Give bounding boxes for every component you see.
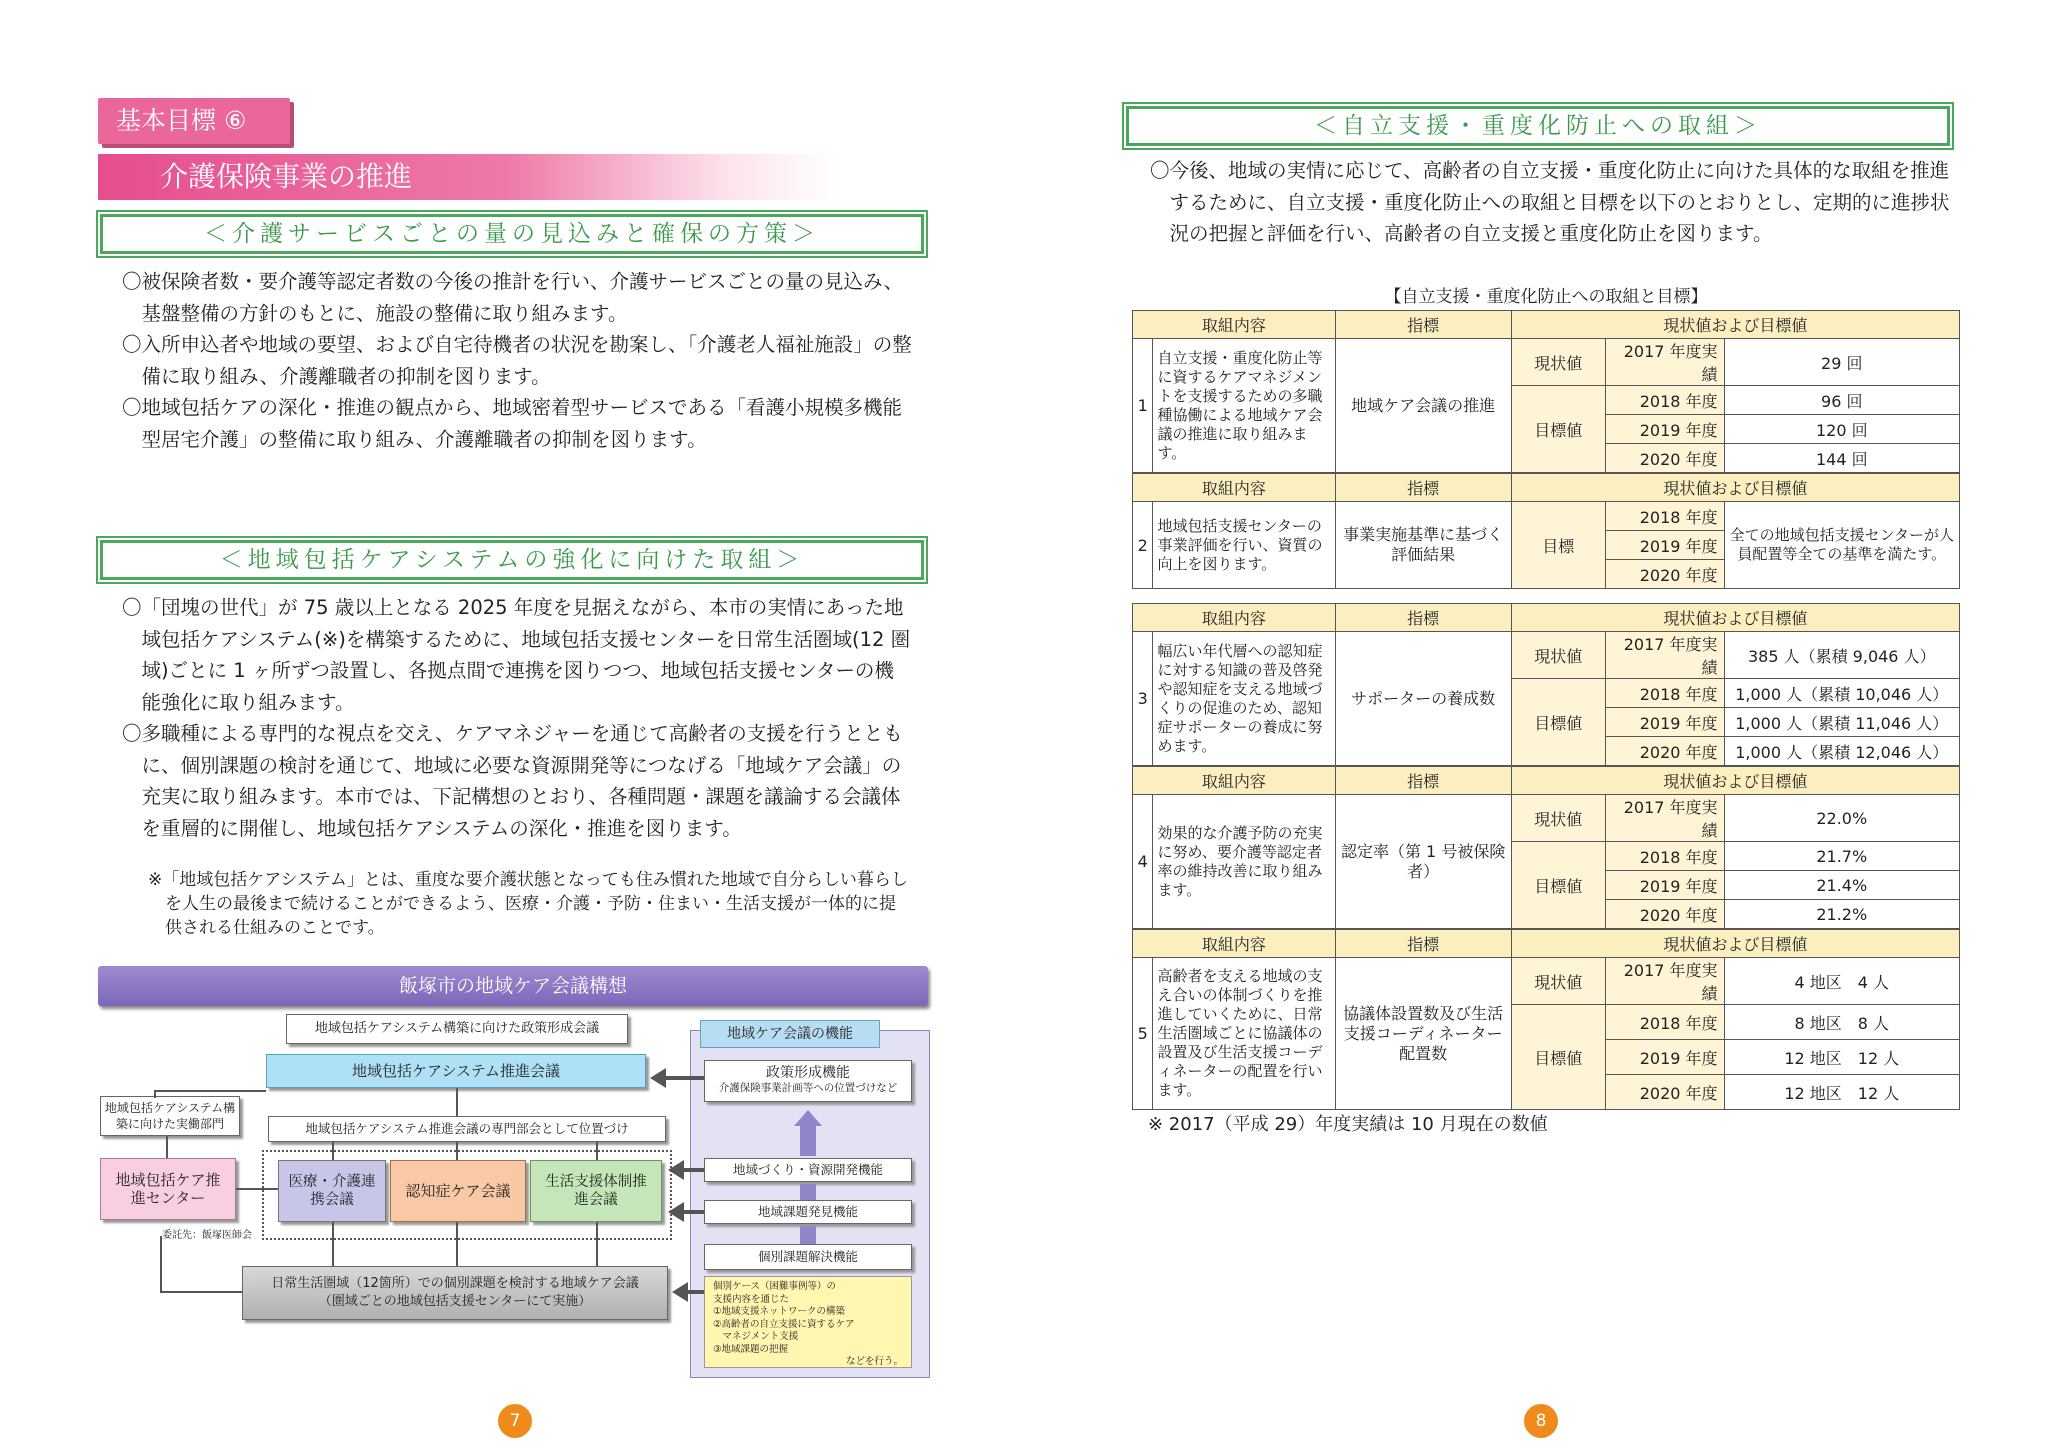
- content-cell: 地域包括支援センターの事業評価を行い、資質の向上を図ります。: [1153, 502, 1335, 589]
- value-cell: 21.7%: [1724, 842, 1959, 871]
- value-cell: 21.4%: [1724, 871, 1959, 900]
- year-cell: 2019 年度: [1605, 871, 1724, 900]
- problem-solving-function-box: 個別課題解決機能: [704, 1244, 912, 1270]
- header-content: 取組内容: [1133, 474, 1336, 502]
- policy-function-box: [704, 1060, 912, 1102]
- target-label: 目標値: [1511, 679, 1605, 766]
- goal-table-5: [1132, 929, 1960, 1110]
- case-line: 支援内容を通じた: [713, 1293, 790, 1305]
- subsection-title-independence: ＜自立支援・重度化防止への取組＞: [1126, 106, 1950, 146]
- header-values: 現状値および目標値: [1511, 311, 1959, 339]
- value-cell: 8 地区 8 人: [1724, 1005, 1959, 1040]
- paragraph: 〇被保険者数・要介護等認定者数の今後の推計を行い、介護サービスごとの量の見込み、基盤整備の方針のもとに、施設の整備に取り組みます。: [122, 270, 904, 325]
- header-indicator: 指標: [1335, 474, 1511, 502]
- left-arrow-icon: [672, 1282, 688, 1302]
- target-label: 目標: [1511, 502, 1605, 589]
- policy-meeting-box: 地域包括ケアシステム構築に向けた政策形成会議: [286, 1014, 628, 1044]
- left-arrow-line: [664, 1076, 704, 1080]
- row-number: 1: [1133, 339, 1153, 473]
- year-cell: 2018 年度: [1605, 679, 1724, 708]
- up-arrow-icon: [800, 1226, 816, 1244]
- value-cell: 4 地区 4 人: [1724, 958, 1959, 1005]
- year-cell: 2017 年度実績: [1605, 958, 1724, 1005]
- connector: [456, 1088, 458, 1116]
- subsection-title-care-system: ＜地域包括ケアシステムの強化に向けた取組＞: [100, 540, 924, 580]
- page-number-left: 7: [498, 1404, 532, 1438]
- year-cell: 2018 年度: [1605, 1005, 1724, 1040]
- case-line: マネジメント支援: [713, 1331, 799, 1342]
- value-cell: 1,000 人（累積 11,046 人）: [1724, 708, 1959, 737]
- left-arrow-icon: [668, 1160, 684, 1180]
- connector: [332, 1142, 334, 1160]
- header-indicator: 指標: [1335, 311, 1511, 339]
- content-cell: 効果的な介護予防の充実に努め、要介護等認定者率の維持改善に取り組みます。: [1153, 795, 1335, 929]
- header-content: 取組内容: [1133, 767, 1336, 795]
- paragraph: 〇今後、地域の実情に応じて、高齢者の自立支援・重度化防止に向けた具体的な取組を推進するために、自立支援・重度化防止への取組と目標を以下のとおりとし、定期的に進捗状況の把握と評価を行い、高齢者の自立支援と重度化防止を図ります。: [1150, 159, 1950, 245]
- target-label: 目標値: [1511, 842, 1605, 929]
- development-function-box: 地域づくり・資源開発機能: [704, 1158, 912, 1182]
- merged-value-cell: 全ての地域包括支援センターが人員配置等全ての基準を満たす。: [1724, 502, 1959, 589]
- goal-badge: 基本目標 ⑥: [98, 98, 290, 144]
- year-cell: 2019 年度: [1605, 708, 1724, 737]
- connector: [154, 1090, 266, 1092]
- header-indicator: 指標: [1335, 930, 1511, 958]
- working-dept-box: 地域包括ケアシステム構築に向けた実働部門: [100, 1096, 240, 1136]
- year-cell: 2018 年度: [1605, 842, 1724, 871]
- connector: [236, 1188, 278, 1190]
- paragraph: 〇地域包括ケアの深化・推進の観点から、地域密着型サービスである「看護小規模多機能型居宅介護」の整備に取り組み、介護離職者の抑制を図ります。: [122, 396, 903, 451]
- case-line: 個別ケース（困難事例等）の: [713, 1281, 837, 1292]
- indicator-cell: 事業実施基準に基づく評価結果: [1335, 502, 1511, 589]
- diagram-title: 飯塚市の地域ケア会議構想: [98, 966, 928, 1006]
- page-number-right: 8: [1524, 1404, 1558, 1438]
- year-cell: 2020 年度: [1605, 900, 1724, 929]
- year-cell: 2020 年度: [1605, 1075, 1724, 1110]
- value-cell: 120 回: [1724, 415, 1959, 444]
- table-caption: 【自立支援・重度化防止への取組と目標】: [1384, 287, 1708, 307]
- value-cell: 12 地区 12 人: [1724, 1075, 1959, 1110]
- value-cell: 29 回: [1724, 339, 1959, 386]
- goal-table-1: [1132, 310, 1960, 473]
- section-title: 介護保険事業の推進: [98, 154, 838, 200]
- year-cell: 2017 年度実績: [1605, 339, 1724, 386]
- life-support-meeting-box: 生活支援体制推進会議: [530, 1160, 662, 1222]
- header-values: 現状値および目標値: [1511, 930, 1959, 958]
- connector: [456, 1222, 458, 1266]
- care-system-paragraphs: [122, 592, 912, 844]
- goal-table-4: [1132, 766, 1960, 929]
- value-cell: 12 地区 12 人: [1724, 1040, 1959, 1075]
- header-indicator: 指標: [1335, 767, 1511, 795]
- case-line: ①地域支援ネットワークの構築: [713, 1306, 846, 1317]
- current-label: 現状値: [1511, 795, 1605, 842]
- left-arrow-icon: [668, 1202, 684, 1222]
- header-content: 取組内容: [1133, 311, 1336, 339]
- header-values: 現状値および目標値: [1511, 604, 1959, 632]
- table-footnote: ※ 2017（平成 29）年度実績は 10 月現在の数値: [1148, 1114, 1548, 1135]
- header-values: 現状値および目標値: [1511, 767, 1959, 795]
- current-label: 現状値: [1511, 958, 1605, 1005]
- value-cell: 385 人（累積 9,046 人）: [1724, 632, 1959, 679]
- up-arrow-shaft: [800, 1126, 816, 1156]
- up-arrow-icon: [800, 1184, 816, 1200]
- value-cell: 21.2%: [1724, 900, 1959, 929]
- row-number: 2: [1133, 502, 1153, 589]
- connector: [160, 1291, 242, 1293]
- goal-table-2: [1132, 473, 1960, 589]
- promotion-meeting-box: 地域包括ケアシステム推進会議: [266, 1054, 646, 1088]
- header-content: 取組内容: [1133, 604, 1336, 632]
- subsection-title-service: ＜介護サービスごとの量の見込みと確保の方策＞: [100, 214, 924, 254]
- year-cell: 2020 年度: [1605, 444, 1724, 473]
- connector: [456, 1142, 458, 1160]
- paragraph: 〇入所申込者や地域の要望、および自宅待機者の状況を勘案し、「介護老人福祉施設」の整備に取り組み、介護離職者の抑制を図ります。: [122, 333, 912, 388]
- left-arrow-line: [682, 1210, 704, 1214]
- consigned-label: 委託先：飯塚医師会: [162, 1230, 252, 1241]
- row-number: 5: [1133, 958, 1153, 1110]
- care-center-box: 地域包括ケア推進センター: [100, 1158, 236, 1220]
- daily-area-meeting-box: [242, 1266, 668, 1320]
- row-number: 4: [1133, 795, 1153, 929]
- header-content: 取組内容: [1133, 930, 1336, 958]
- paragraph: 〇多職種による専門的な視点を交え、ケアマネジャーを通じて高齢者の支援を行うとともに、個別課題の検討を通じて、地域に必要な資源開発等につなげる「地域ケア会議」の充実に取り組みます。本市では、下記構想のとおり、各種問題・課題を議論する会議体を重層的に開催し、地域包括ケアシステムの深化・推進を図ります。: [122, 722, 903, 840]
- indicator-cell: 認定率（第 1 号被保険者）: [1335, 795, 1511, 929]
- policy-function-sub: 介護保険事業計画等への位置づけなど: [718, 1082, 898, 1094]
- left-arrow-icon: [650, 1068, 666, 1088]
- current-label: 現状値: [1511, 339, 1605, 386]
- paragraph: 〇「団塊の世代」が 75 歳以上となる 2025 年度を見据えながら、本市の実情にあった地域包括ケアシステム(※)を構築するために、地域包括支援センターを日常生活圏域(12 圏域)ごとに 1 ヶ所ずつ設置し、各拠点間で連携を図りつつ、地域包括支援センターの機能強化に取り組みます。: [122, 596, 911, 714]
- value-cell: 144 回: [1724, 444, 1959, 473]
- year-cell: 2020 年度: [1605, 560, 1724, 589]
- year-cell: 2019 年度: [1605, 1040, 1724, 1075]
- up-arrow-icon: [794, 1110, 822, 1126]
- year-cell: 2020 年度: [1605, 737, 1724, 766]
- header-indicator: 指標: [1335, 604, 1511, 632]
- year-cell: 2019 年度: [1605, 415, 1724, 444]
- daily-area-title: 日常生活圏域（12箇所）での個別課題を検討する地域ケア会議: [271, 1276, 639, 1291]
- service-paragraphs: [122, 266, 912, 455]
- target-label: 目標値: [1511, 1005, 1605, 1110]
- year-cell: 2018 年度: [1605, 386, 1724, 415]
- year-cell: 2017 年度実績: [1605, 795, 1724, 842]
- connector: [332, 1222, 334, 1266]
- function-panel-title: 地域ケア会議の機能: [700, 1020, 880, 1048]
- connector: [160, 1236, 162, 1292]
- left-arrow-line: [682, 1168, 704, 1172]
- medical-care-meeting-box: 医療・介護連携会議: [278, 1160, 386, 1222]
- value-cell: 96 回: [1724, 386, 1959, 415]
- case-support-box: [704, 1276, 912, 1368]
- connector: [166, 1136, 168, 1158]
- issue-finding-function-box: 地域課題発見機能: [704, 1200, 912, 1224]
- connector: [596, 1222, 598, 1266]
- value-cell: 1,000 人（累積 12,046 人）: [1724, 737, 1959, 766]
- indicator-cell: 地域ケア会議の推進: [1335, 339, 1511, 473]
- daily-area-sub: （圏域ごとの地域包括支援センターにて実施）: [318, 1294, 592, 1309]
- content-cell: 自立支援・重度化防止等に資するケアマネジメントを支援するための多職種協働による地域ケア会議の推進に取り組みます。: [1153, 339, 1335, 473]
- dementia-meeting-box: 認知症ケア会議: [390, 1160, 526, 1222]
- connector: [596, 1142, 598, 1160]
- year-cell: 2017 年度実績: [1605, 632, 1724, 679]
- year-cell: 2019 年度: [1605, 531, 1724, 560]
- sub-position-box: 地域包括ケアシステム推進会議の専門部会として位置づけ: [268, 1116, 666, 1142]
- case-end: などを行う。: [845, 1356, 903, 1367]
- indicator-cell: サポーターの養成数: [1335, 632, 1511, 766]
- target-label: 目標値: [1511, 386, 1605, 473]
- year-cell: 2018 年度: [1605, 502, 1724, 531]
- independence-intro: [1150, 155, 1958, 250]
- value-cell: 22.0%: [1724, 795, 1959, 842]
- policy-function-label: 政策形成機能: [766, 1065, 850, 1081]
- goal-table-3: [1132, 603, 1960, 766]
- current-label: 現状値: [1511, 632, 1605, 679]
- content-cell: 幅広い年代層への認知症に対する知識の普及啓発や認知症を支える地域づくりの促進のため、認知症サポーターの養成に努めます。: [1153, 632, 1335, 766]
- system-note: ※「地域包括ケアシステム」とは、重度な要介護状態となっても住み慣れた地域で自分らしい暮らしを人生の最後まで続けることができるよう、医療・介護・予防・住まい・生活支援が一体的に提供される仕組みのことです。: [148, 870, 908, 938]
- row-number: 3: [1133, 632, 1153, 766]
- content-cell: 高齢者を支える地域の支え合いの体制づくりを推進していくために、日常生活圏域ごとに協議体の設置及び生活支援コーディネーターの配置を行います。: [1153, 958, 1335, 1110]
- left-arrow-line: [688, 1290, 704, 1294]
- header-values: 現状値および目標値: [1511, 474, 1959, 502]
- case-line: ②高齢者の自立支援に資するケア: [713, 1318, 855, 1330]
- case-line: ③地域課題の把握: [713, 1343, 789, 1355]
- value-cell: 1,000 人（累積 10,046 人）: [1724, 679, 1959, 708]
- indicator-cell: 協議体設置数及び生活支援コーディネーター配置数: [1335, 958, 1511, 1110]
